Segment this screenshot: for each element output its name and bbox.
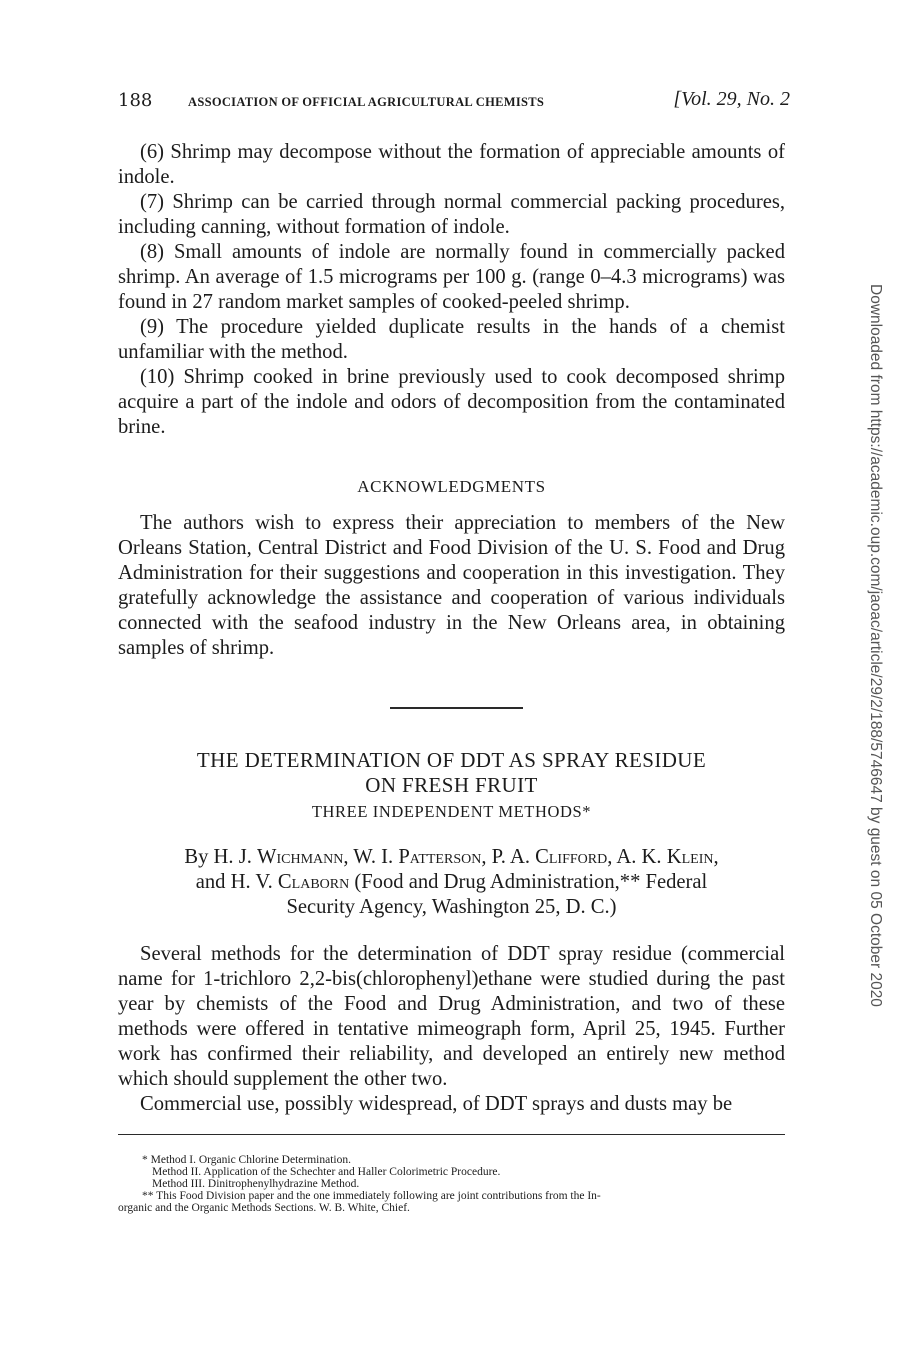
author-name: Clifford xyxy=(535,846,608,868)
body-paragraph: Several methods for the determination of DDT spray residue (commercial name for 1-trichloro 2,2-bis(chlorophenyl)ethane were studied during the past year by chemists of the Food and Drug Administration, and two of these methods were offered in tentative mimeograph form, April 25, 1945. Further work has confirmed their reliability, and developed an entirely new method which should supplement the other two. xyxy=(118,943,785,1090)
footnote-method3: Method III. Dinitrophenylhydrazine Method. xyxy=(152,1178,360,1190)
byline xyxy=(118,845,785,920)
article-title xyxy=(118,748,785,798)
running-header xyxy=(118,86,790,116)
article-body xyxy=(118,942,785,1117)
byline-authors: By H. J. Wichmann, W. I. Patterson, P. A. Clifford, A. K. Klein, xyxy=(184,846,719,868)
page-number: 188 xyxy=(118,90,153,111)
conclusions-list xyxy=(118,140,785,440)
author-name: Klein xyxy=(666,846,714,868)
article-subtitle: THREE INDEPENDENT METHODS* xyxy=(311,802,592,821)
footnotes xyxy=(118,1154,785,1214)
running-title: ASSOCIATION OF OFFICIAL AGRICULTURAL CHEMISTS xyxy=(188,95,545,109)
acknowledgments-heading: ACKNOWLEDGMENTS xyxy=(357,477,546,496)
acknowledgments-text: The authors wish to express their appreciation to members of the New Orleans Station, Central District and Food Division of the U. S. Food and Drug Administration for their suggestions and cooperation in this investigation. They gratefully acknowledge the assistance and cooperation of various individuals connected with the seafood industry in the New Orleans area, in obtaining samples of shrimp. xyxy=(118,512,785,659)
byline-affiliation-cont: Security Agency, Washington 25, D. C.) xyxy=(286,896,617,918)
body-paragraph: Commercial use, possibly widespread, of DDT sprays and dusts may be xyxy=(140,1093,733,1115)
conclusion-item: (7) Shrimp can be carried through normal commercial packing procedures, including canning, without formation of indole. xyxy=(118,191,785,238)
byline-affiliation: and H. V. Claborn (Food and Drug Administration,** Federal xyxy=(195,871,708,893)
conclusion-item: (9) The procedure yielded duplicate results in the hands of a chemist unfamiliar with the method. xyxy=(118,316,785,363)
conclusion-item: (6) Shrimp may decompose without the formation of appreciable amounts of indole. xyxy=(118,141,785,188)
download-watermark-text: Downloaded from https://academic.oup.com/jaoac/article/29/2/188/5746647 by guest on 05 October 2020 xyxy=(867,284,884,1007)
footnote-method1: * Method I. Organic Chlorine Determination. xyxy=(142,1154,351,1166)
conclusion-item: (8) Small amounts of indole are normally found in commercially packed shrimp. An average of 1.5 micrograms per 100 g. (range 0–4.3 micrograms) was found in 27 random market samples of cooked-peeled shrimp. xyxy=(118,241,785,313)
article-title-line2: ON FRESH FRUIT xyxy=(365,773,538,797)
conclusion-item: (10) Shrimp cooked in brine previously used to cook decomposed shrimp acquire a part of the indole and odors of decomposition from the contaminated brine. xyxy=(118,366,785,438)
author-name: Patterson xyxy=(398,846,482,868)
acknowledgments-section xyxy=(118,511,785,661)
footnote-divider xyxy=(118,1134,785,1135)
author-name: Claborn xyxy=(277,871,350,893)
section-divider xyxy=(390,707,523,709)
download-watermark xyxy=(868,284,888,1074)
footnote-note2-cont: organic and the Organic Methods Sections. W. B. White, Chief. xyxy=(118,1202,410,1214)
author-name: Wichmann xyxy=(257,846,344,868)
footnote-method2: Method II. Application of the Schechter and Haller Colorimetric Procedure. xyxy=(152,1166,501,1178)
volume-issue: [Vol. 29, No. 2 xyxy=(673,88,790,110)
footnote-note2: ** This Food Division paper and the one immediately following are joint contributions from the In- xyxy=(142,1190,601,1202)
article-title-line1: THE DETERMINATION OF DDT AS SPRAY RESIDUE xyxy=(196,748,707,772)
